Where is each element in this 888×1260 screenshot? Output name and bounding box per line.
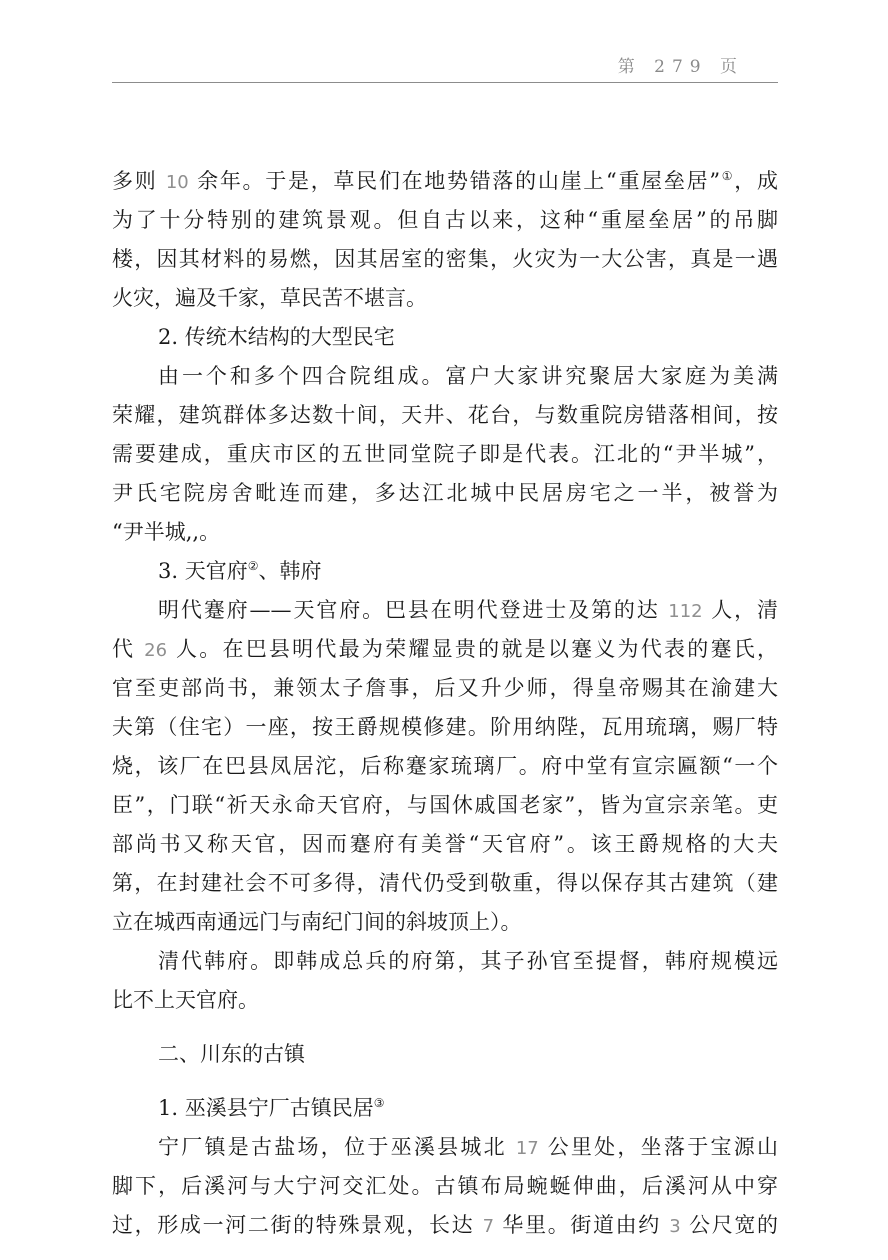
text-line — [112, 474, 778, 512]
numeral: 7 — [482, 1216, 495, 1237]
numeral: 10 — [165, 172, 189, 193]
text-line — [112, 396, 778, 434]
text-run: 人。在巴县明代最为荣耀显贵的就是以蹇义为代表的蹇氏， — [167, 637, 778, 661]
text-run: 烧，该厂在巴县凤居沱，后称蹇家琉璃厂。府中堂有宣宗匾额“一个 — [112, 754, 778, 778]
footnote-marker: ① — [720, 169, 735, 183]
text-run: 宁厂镇是古盐场，位于巫溪县城北 — [158, 1135, 516, 1159]
text-run: 华里。街道由约 — [494, 1213, 670, 1237]
page-number: 第 279 页 — [617, 57, 744, 77]
text-line — [112, 981, 778, 1019]
text-run: 比不上天官府。 — [112, 988, 259, 1012]
text-run: 清代韩府。即韩成总兵的府第，其子孙官至提督，韩府规模远 — [158, 949, 778, 973]
text-line — [112, 1128, 778, 1166]
text-line — [112, 435, 778, 473]
chapter-heading — [112, 1035, 778, 1073]
text-line — [112, 513, 778, 551]
text-run: 2. 传统木结构的大型民宅 — [158, 325, 395, 349]
text-line — [112, 630, 778, 668]
text-run: 二、川东的古镇 — [158, 1042, 305, 1066]
numeral: 26 — [144, 640, 168, 661]
section-heading — [112, 318, 778, 356]
text-run: 立在城西南通远门与南纪门间的斜坡顶上）。 — [112, 910, 522, 934]
text-run: 1. 巫溪县宁厂古镇民居 — [158, 1096, 374, 1120]
text-run: 3. 天官府 — [158, 559, 248, 583]
text-run: 人，清 — [702, 598, 778, 622]
page-header — [112, 38, 778, 83]
text-run: 明代蹇府——天官府。巴县在明代登进士及第的达 — [158, 598, 669, 622]
numeral: 112 — [668, 601, 703, 622]
text-run: 代 — [112, 637, 145, 661]
text-run: 楼，因其材料的易燃，因其居室的密集，火灾为一大公害，真是一遇 — [112, 247, 778, 271]
section-heading — [112, 1089, 778, 1127]
text-run: ，成 — [734, 169, 778, 193]
text-line — [112, 747, 778, 785]
text-run: 余年。于是，草民们在地势错落的山崖上“重屋垒居” — [188, 169, 721, 193]
footnote-marker: ③ — [373, 1096, 385, 1110]
text-run: 多则 — [112, 169, 166, 193]
text-line — [112, 591, 778, 629]
text-run: 部尚书又称天官，因而蹇府有美誉“天官府”。该王爵规格的大夫 — [112, 832, 778, 856]
text-run: 公里处，坐落于宝源山 — [538, 1135, 778, 1159]
text-line — [112, 162, 778, 200]
text-line — [112, 708, 778, 746]
text-run: 脚下，后溪河与大宁河交汇处。古镇布局蜿蜒伸曲，后溪河从中穿 — [112, 1174, 778, 1198]
text-run: 需要建成，重庆市区的五世同堂院子即是代表。江北的“尹半城”， — [112, 442, 778, 466]
text-line — [112, 825, 778, 863]
text-line — [112, 279, 778, 317]
text-line — [112, 357, 778, 395]
text-line — [112, 201, 778, 239]
text-line — [112, 903, 778, 941]
text-run: 公尺宽的 — [680, 1213, 778, 1237]
footnote-marker: ② — [247, 559, 259, 573]
text-run: 为了十分特别的建筑景观。但自古以来，这种“重屋垒居”的吊脚 — [112, 208, 778, 232]
text-run: 臣”，门联“祈天永命天官府，与国休戚国老家”，皆为宣宗亲笔。吏 — [112, 793, 778, 817]
text-run: 过，形成一河二街的特殊景观，长达 — [112, 1213, 483, 1237]
section-heading — [112, 552, 778, 590]
text-run: 官至吏部尚书，兼领太子詹事，后又升少师，得皇帝赐其在渝建大 — [112, 676, 778, 700]
text-run: 夫第（住宅）一座，按王爵规模修建。阶用纳陛，瓦用琉璃，赐厂特 — [112, 715, 778, 739]
text-line — [112, 942, 778, 980]
text-run: 第，在封建社会不可多得，清代仍受到敬重，得以保存其古建筑（建 — [112, 871, 778, 895]
text-line — [112, 240, 778, 278]
text-line — [112, 1167, 778, 1205]
text-line — [112, 669, 778, 707]
text-run: “尹半城,,。 — [112, 520, 221, 544]
text-run: 由一个和多个四合院组成。富户大家讲究聚居大家庭为美满 — [158, 364, 778, 388]
text-run: 尹氏宅院房舍毗连而建，多达江北城中民居房宅之一半，被誉为 — [112, 481, 778, 505]
text-line — [112, 1206, 778, 1244]
text-line — [112, 864, 778, 902]
text-run: 荣耀，建筑群体多达数十间，天井、花台，与数重院房错落相间，按 — [112, 403, 778, 427]
text-line — [112, 786, 778, 824]
numeral: 3 — [669, 1216, 681, 1237]
numeral: 17 — [515, 1138, 539, 1159]
text-run: 、韩府 — [258, 559, 322, 583]
text-run: 火灾，遍及千家，草民苦不堪言。 — [112, 286, 427, 310]
